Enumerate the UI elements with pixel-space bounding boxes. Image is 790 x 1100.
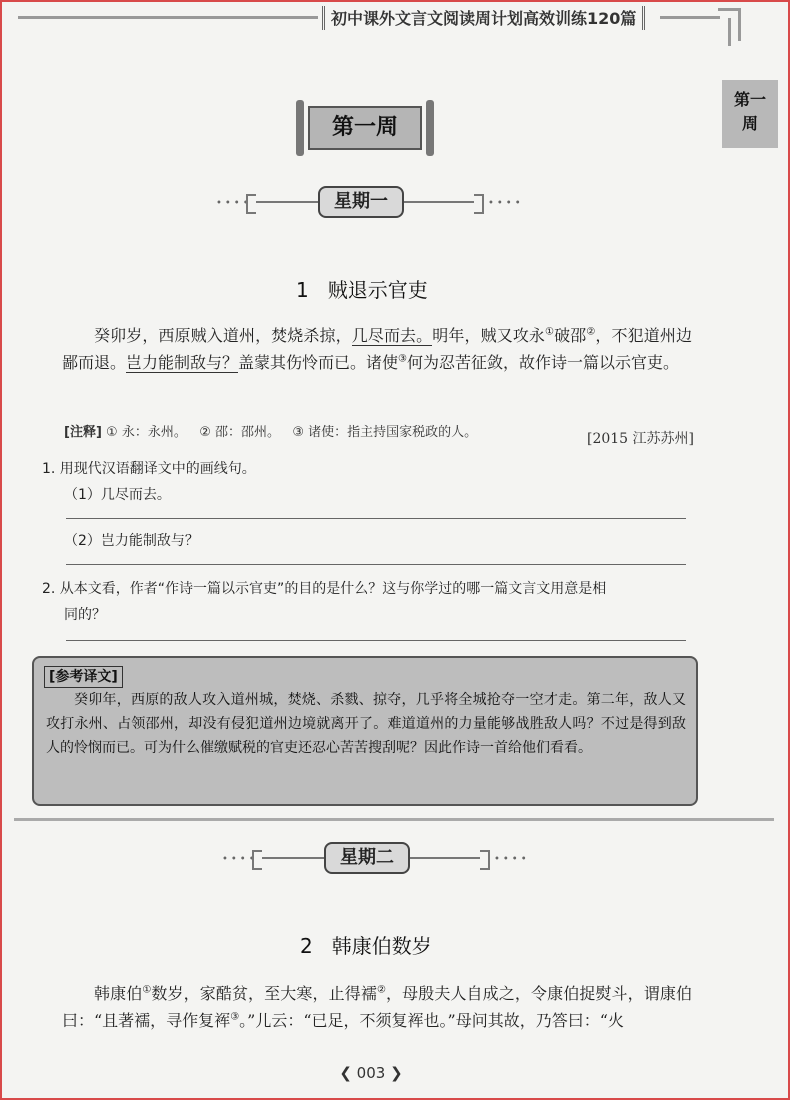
rule-left — [256, 201, 318, 203]
question-1a: （1）几尽而去。 — [64, 487, 171, 503]
underlined-sentence: 几尽而去。 — [351, 326, 433, 345]
footnote-mark: ① — [142, 984, 152, 996]
reference-translation-box — [32, 656, 698, 806]
underlined-sentence: 岂力能制敌与？ — [126, 353, 239, 372]
text-run: 明年，贼又攻永 — [432, 326, 546, 345]
dots-left: •••• — [222, 854, 258, 865]
chevron-right-icon: ❯ — [390, 1064, 403, 1082]
question-2-line1: 2. 从本文看，作者“作诗一篇以示官吏”的目的是什么？这与你学过的哪一篇文言文用意是相 — [42, 581, 607, 597]
day-banner-1 — [216, 186, 524, 218]
dots-right: •••• — [494, 854, 530, 865]
book-title: 初中课外文言文阅读周计划高效训练120篇 — [322, 6, 645, 30]
text-run: ，不犯道州边鄙而退。 — [62, 326, 692, 372]
rule-right — [404, 201, 474, 203]
text-run: 盖蒙其伤怜而已。诸使 — [238, 353, 399, 372]
week-banner — [296, 100, 434, 156]
header-corner-ornament-inner — [728, 18, 741, 46]
header-rule-left — [18, 16, 318, 19]
week-side-tab — [722, 80, 778, 148]
footnote-mark: ① — [545, 326, 555, 338]
article-title: 2 韩康伯数岁 — [300, 934, 432, 958]
article-text — [62, 322, 692, 376]
text-run: 。”儿云：“已足，不须复裈也。”母问其故，乃答曰：“火 — [239, 1011, 624, 1030]
note-text: ① 永：永州。 ② 邵：邵州。 ③ 诸使：指主持国家税政的人。 — [106, 425, 478, 440]
bracket-right — [474, 194, 484, 214]
footnote-mark: ② — [586, 326, 596, 338]
bracket-left — [246, 194, 256, 214]
annotation-line — [64, 406, 477, 440]
rule-left — [262, 857, 324, 859]
scroll-bar-right — [426, 100, 434, 156]
question-1b: （2）岂力能制敌与？ — [64, 533, 199, 549]
section-divider — [14, 818, 774, 821]
footnote-mark: ③ — [230, 1011, 240, 1023]
source-citation: [2015 江苏苏州] — [586, 431, 694, 447]
bracket-right — [480, 850, 490, 870]
footnote-mark: ③ — [398, 353, 408, 365]
dots-right: •••• — [488, 198, 524, 209]
text-run: 何为忍苦征敛，故作诗一篇以示官吏。 — [407, 353, 680, 372]
answer-line[interactable] — [66, 564, 686, 565]
footnote-mark: ② — [376, 984, 387, 996]
reference-title: [参考译文] — [44, 666, 123, 688]
scroll-bar-left — [296, 100, 304, 156]
side-tab-line2: 周 — [741, 114, 758, 133]
bracket-left — [252, 850, 262, 870]
day-banner-2 — [222, 842, 530, 874]
dots-left: •••• — [216, 198, 252, 209]
rule-right — [410, 857, 480, 859]
reference-body: 癸卯年，西原的敌人攻入道州城，焚烧、杀戮、掠夺，几乎将全城抢夺一空才走。第二年，敌人又攻打永州、占领邵州，却没有侵犯道州边境就离开了。难道道州的力量能够战胜敌人吗？不过是得到敌人的怜悯而已。可为什么催缴赋税的官吏还忍心苦苦搜刮呢？因此作诗一首给他们看看。 — [46, 692, 686, 756]
question-2-line2: 同的？ — [64, 607, 106, 623]
page-number-text: 003 — [356, 1064, 386, 1082]
note-label: [注释] — [64, 425, 102, 440]
text-run: 数岁，家酷贫，至大寒，止得襦 — [151, 984, 377, 1003]
header-rule-right — [660, 16, 720, 19]
article-text — [62, 980, 692, 1034]
day-label: 星期一 — [318, 186, 404, 218]
side-tab-line1: 第一 — [733, 90, 766, 109]
article-title: 1 贼退示官吏 — [296, 278, 428, 302]
chevron-left-icon: ❮ — [339, 1064, 352, 1082]
text-run: 韩康伯 — [94, 984, 143, 1003]
question-1: 1. 用现代汉语翻译文中的画线句。 — [42, 461, 256, 477]
text-run: 破邵 — [554, 326, 587, 345]
week-title: 第一周 — [308, 106, 422, 150]
answer-line[interactable] — [66, 640, 686, 641]
text-run: ，母殷夫人自成之，令康伯捉熨斗，谓康伯曰：“且著襦，寻作复裈 — [62, 984, 692, 1030]
day-label: 星期二 — [324, 842, 410, 874]
text-run: 癸卯岁，西原贼入道州，焚烧杀掠， — [94, 326, 352, 345]
page-number — [336, 1064, 406, 1082]
answer-line[interactable] — [66, 518, 686, 519]
